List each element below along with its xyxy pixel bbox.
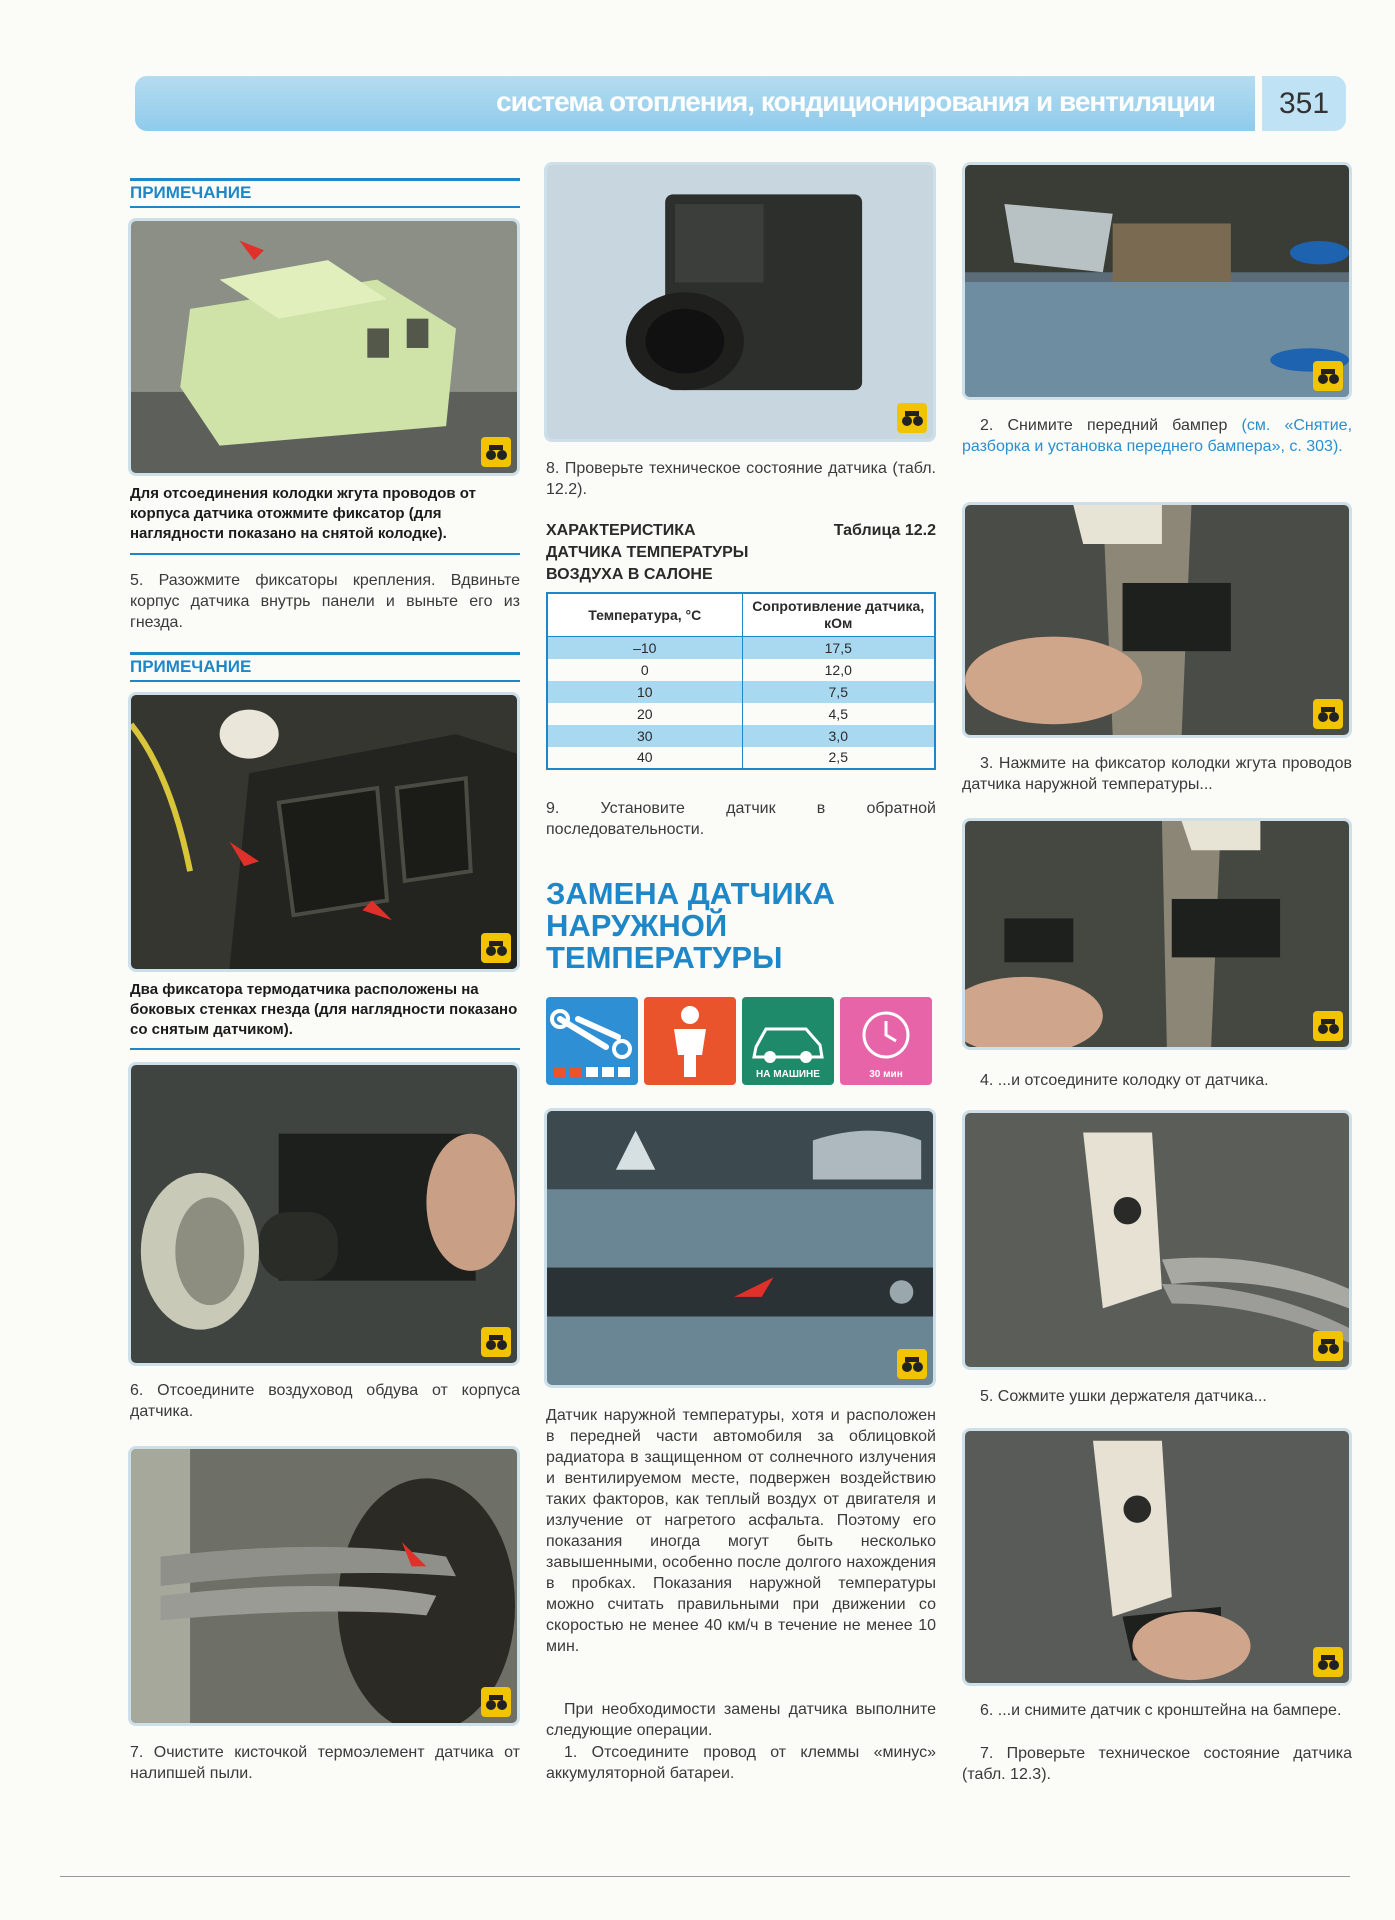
camera-badge-icon xyxy=(481,1327,511,1357)
table-title-line: ДАТЧИКА ТЕМПЕРАТУРЫ xyxy=(546,544,749,561)
time-tile xyxy=(840,997,932,1085)
table-row xyxy=(547,725,935,747)
table-cell: 17,5 xyxy=(742,637,935,659)
section-heading: ЗАМЕНА ДАТЧИКА НАРУЖНОЙ ТЕМПЕРАТУРЫ xyxy=(546,876,835,975)
step-2-text xyxy=(962,415,1352,457)
table-row xyxy=(547,659,935,681)
step-7-right-text: 7. Проверьте техническое состояние датчика (табл. 12.3). xyxy=(962,1745,1352,1783)
header-bar xyxy=(135,76,1255,131)
table-cell: 20 xyxy=(547,703,742,725)
step-4-text: 4. ...и отсоедините колодку от датчика. xyxy=(980,1072,1269,1089)
camera-badge-icon xyxy=(481,1687,511,1717)
step-2-reference-link[interactable]: (см. «Снятие, разборка и установка переднего бампера», с. 303). xyxy=(962,417,1353,455)
table-header: Сопротивление датчика, кОм xyxy=(742,593,935,637)
divider xyxy=(130,553,520,555)
camera-badge-icon xyxy=(1313,699,1343,729)
photo-air-duct xyxy=(128,1062,520,1366)
photo-connector-latch xyxy=(128,218,520,476)
divider xyxy=(130,1048,520,1050)
step-6-right-text: 6. ...и снимите датчик с кронштейна на бампере. xyxy=(980,1702,1342,1719)
paragraph-operations: При необходимости замены датчика выполните следующие операции. xyxy=(546,1701,936,1739)
table-cell: 10 xyxy=(547,681,742,703)
camera-badge-icon xyxy=(1313,1011,1343,1041)
table-title xyxy=(546,520,936,586)
camera-badge-icon xyxy=(897,403,927,433)
step-1-text: 1. Отсоедините провод от клеммы «минус» аккумуляторной батареи. xyxy=(546,1744,936,1782)
step-6-text: 6. Отсоедините воздуховод обдува от корпуса датчика. xyxy=(130,1382,520,1420)
table-row xyxy=(547,703,935,725)
camera-badge-icon xyxy=(1313,1647,1343,1677)
photo-removed-sensor xyxy=(544,162,936,442)
table-cell: 4,5 xyxy=(742,703,935,725)
note-heading-2: ПРИМЕЧАНИЕ xyxy=(130,652,520,682)
table-cell: 0 xyxy=(547,659,742,681)
table-row xyxy=(547,637,935,659)
step-9-text: 9. Установите датчик в обратной последовательности. xyxy=(546,800,936,838)
table-cell: 2,5 xyxy=(742,747,935,769)
table-row xyxy=(547,681,935,703)
table-cell: 30 xyxy=(547,725,742,747)
camera-badge-icon xyxy=(1313,361,1343,391)
people-tile xyxy=(644,997,736,1085)
photo-sensor-socket xyxy=(128,692,520,972)
table-row xyxy=(547,747,935,769)
on-car-tile xyxy=(742,997,834,1085)
page-number: 351 xyxy=(1262,76,1346,131)
step-2-main: 2. Снимите передний бампер xyxy=(980,417,1228,434)
step-7-text: 7. Очистите кисточкой термоэлемент датчика от налипшей пыли. xyxy=(130,1744,520,1782)
photo-disconnect-block xyxy=(962,818,1352,1050)
photo-caption-1: Для отсоединения колодки жгута проводов от корпуса датчика отожмите фиксатор (для наглядности показано на снятой колодке). xyxy=(130,485,476,542)
tile-label: НА МАШИНЕ xyxy=(756,1069,820,1080)
table-title-line: ХАРАКТЕРИСТИКА xyxy=(546,522,696,539)
photo-remove-sensor xyxy=(962,1428,1352,1686)
table-title-line: ВОЗДУХА В САЛОНЕ xyxy=(546,566,713,583)
camera-badge-icon xyxy=(897,1349,927,1379)
step-5-right-text: 5. Сожмите ушки держателя датчика... xyxy=(980,1388,1267,1405)
photo-press-latch xyxy=(962,502,1352,738)
photo-front-bumper xyxy=(544,1108,936,1388)
wrench-difficulty-icon xyxy=(546,997,638,1085)
page-section-title: система отопления, кондиционирования и вентиляции xyxy=(496,86,1215,117)
photo-car-front xyxy=(962,162,1352,400)
note-heading-1: ПРИМЕЧАНИЕ xyxy=(130,178,520,208)
step-5-text: 5. Разожмите фиксаторы крепления. Вдвиньте корпус датчика внутрь панели и выньте его из гнезда. xyxy=(130,572,520,631)
sensor-resistance-table xyxy=(546,592,936,770)
table-cell: 7,5 xyxy=(742,681,935,703)
table-cell: 40 xyxy=(547,747,742,769)
photo-sensor-element xyxy=(128,1446,520,1726)
tile-label: 30 мин xyxy=(869,1069,903,1080)
camera-badge-icon xyxy=(481,933,511,963)
table-header: Температура, °С xyxy=(547,593,742,637)
step-8-text: 8. Проверьте техническое состояние датчика (табл. 12.2). xyxy=(546,460,936,498)
table-cell: 3,0 xyxy=(742,725,935,747)
difficulty-tile xyxy=(546,997,638,1085)
table-cell: –10 xyxy=(547,637,742,659)
table-number: Таблица 12.2 xyxy=(833,522,936,539)
person-icon xyxy=(644,997,736,1085)
paragraph-description: Датчик наружной температуры, хотя и расположен в передней части автомобиля за облицовкой радиатора в защищенном от солнечного излучения и вентилируемом месте, подвержен воздействию таких факторов, как теплый воздух от двигателя и излучение от нагретого асфальта. Поэтому его показания иногда могут быть несколько завышенными, особенно после долгого нахождения в пробках. Показания наружной температуры можно считать правильными при движении со скоростью не менее 40 км/ч в течение не менее 10 мин. xyxy=(546,1407,936,1655)
step-3-text: 3. Нажмите на фиксатор колодки жгута проводов датчика наружной температуры... xyxy=(962,755,1352,793)
photo-caption-2: Два фиксатора термодатчика расположены на боковых стенках гнезда (для наглядности показано со снятым датчиком). xyxy=(130,981,518,1038)
camera-badge-icon xyxy=(1313,1331,1343,1361)
photo-squeeze-holder xyxy=(962,1110,1352,1370)
footer-line xyxy=(60,1876,1350,1877)
camera-badge-icon xyxy=(481,437,511,467)
table-cell: 12,0 xyxy=(742,659,935,681)
